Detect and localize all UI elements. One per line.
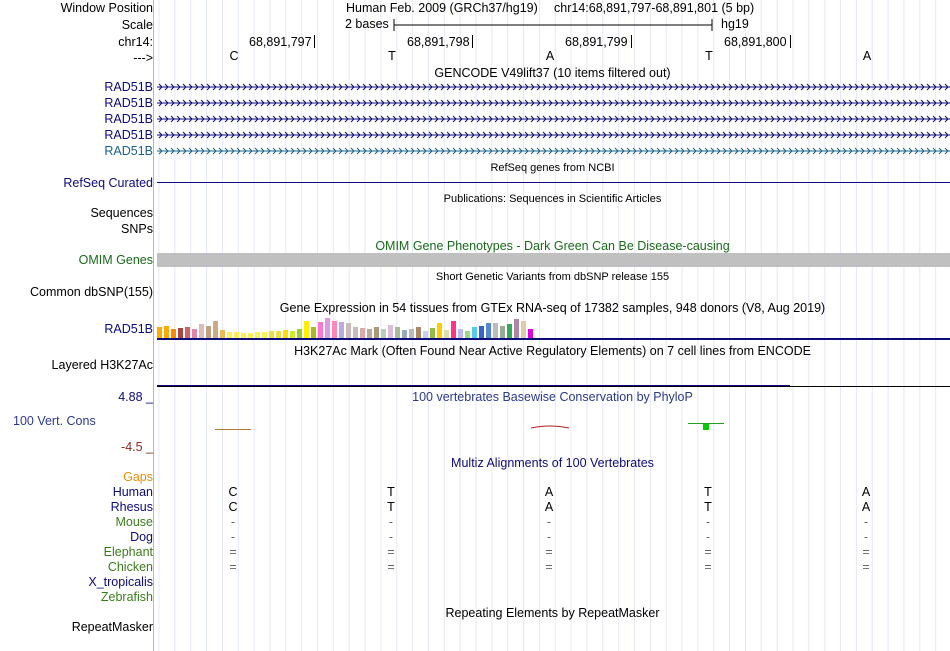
- h3k27ac-label[interactable]: Layered H3K27Ac: [51, 358, 153, 372]
- gtex-tissue-bar[interactable]: [276, 331, 281, 338]
- alignment-base: -: [230, 515, 236, 529]
- gtex-tissue-bar[interactable]: [451, 321, 456, 338]
- gtex-tissue-bar[interactable]: [486, 323, 491, 338]
- label-divider: [153, 0, 154, 651]
- gtex-tissue-bar[interactable]: [178, 328, 183, 338]
- gtex-tissue-bar[interactable]: [493, 323, 498, 338]
- dbsnp-track-title[interactable]: Short Genetic Variants from dbSNP release 155: [435, 271, 670, 283]
- gtex-tissue-bar[interactable]: [374, 327, 379, 338]
- gtex-tissue-bar[interactable]: [395, 327, 400, 338]
- gtex-tissue-bar[interactable]: [346, 323, 351, 338]
- gencode-transcript[interactable]: [157, 130, 950, 140]
- refseq-track-title[interactable]: RefSeq genes from NCBI: [490, 162, 615, 174]
- tick-mark: [631, 35, 632, 48]
- tick-mark: [472, 35, 473, 48]
- assembly-text: Human Feb. 2009 (GRCh37/hg19): [346, 1, 538, 15]
- gtex-tissue-bar[interactable]: [297, 329, 302, 338]
- gtex-tissue-bar[interactable]: [304, 321, 309, 338]
- tick-mark: [314, 35, 315, 48]
- species-label[interactable]: Rhesus: [110, 500, 153, 514]
- gtex-tissue-bar[interactable]: [220, 330, 225, 338]
- gencode-transcript[interactable]: [157, 82, 950, 92]
- alignment-base: =: [545, 560, 553, 574]
- gtex-tissue-bar[interactable]: [311, 327, 316, 338]
- base-letter: T: [388, 49, 396, 63]
- alignment-base: T: [704, 500, 712, 514]
- gtex-tissue-bar[interactable]: [318, 322, 323, 338]
- gencode-gene-label[interactable]: RAD51B: [104, 96, 153, 110]
- gencode-transcript[interactable]: [157, 114, 950, 124]
- gtex-tissue-bar[interactable]: [283, 330, 288, 338]
- position-text: chr14:68,891,797-68,891,801 (5 bp): [554, 1, 755, 15]
- phylop-max-label: 4.88 _: [118, 390, 153, 404]
- alignment-base: -: [546, 530, 552, 544]
- gencode-gene-label[interactable]: RAD51B: [104, 144, 153, 158]
- gtex-tissue-bar[interactable]: [507, 324, 512, 338]
- alignment-base: T: [387, 500, 395, 514]
- gtex-tissue-bar[interactable]: [444, 330, 449, 338]
- tick-mark: [790, 35, 791, 48]
- gtex-tissue-bar[interactable]: [402, 330, 407, 338]
- tick-label-1: 68,891,797: [249, 35, 312, 49]
- gencode-track-title[interactable]: GENCODE V49lift37 (10 items filtered out): [434, 66, 671, 80]
- alignment-base: A: [544, 485, 554, 499]
- gtex-tissue-bar[interactable]: [171, 329, 176, 338]
- alignment-base: -: [546, 515, 552, 529]
- publications-track-title[interactable]: Publications: Sequences in Scientific Articles: [443, 193, 662, 205]
- dbsnp-label[interactable]: Common dbSNP(155): [30, 285, 153, 299]
- gtex-tissue-bar[interactable]: [157, 327, 162, 338]
- gencode-gene-label[interactable]: RAD51B: [104, 128, 153, 142]
- phylop-min-label: -4.5 _: [121, 440, 153, 454]
- gtex-tissue-bar[interactable]: [360, 328, 365, 338]
- phylop-signal: [530, 424, 570, 432]
- gencode-gene-label[interactable]: RAD51B: [104, 112, 153, 126]
- gtex-tissue-bar[interactable]: [381, 329, 386, 338]
- omim-track-title[interactable]: OMIM Gene Phenotypes - Dark Green Can Be Disease-causing: [375, 239, 730, 253]
- phylop-signal: [703, 424, 709, 430]
- scale-label: Scale: [121, 18, 153, 32]
- alignment-base: C: [228, 500, 238, 514]
- gtex-tissue-bar[interactable]: [479, 326, 484, 338]
- alignment-base: -: [388, 515, 394, 529]
- scale-db: hg19: [721, 17, 749, 31]
- alignment-base: -: [863, 515, 869, 529]
- strand-label: --->: [133, 51, 153, 65]
- gaps-label[interactable]: Gaps: [123, 470, 153, 484]
- gtex-tissue-bar[interactable]: [269, 331, 274, 338]
- phylop-track-title[interactable]: 100 vertebrates Basewise Conservation by PhyloP: [412, 390, 693, 404]
- alignment-base: -: [230, 530, 236, 544]
- gtex-tissue-bar[interactable]: [500, 326, 505, 338]
- chrom-label: chr14:: [118, 35, 153, 49]
- multiz-track-title[interactable]: Multiz Alignments of 100 Vertebrates: [451, 456, 654, 470]
- gencode-transcript[interactable]: [157, 98, 950, 108]
- sequences-label[interactable]: Sequences: [90, 206, 153, 220]
- gtex-baseline: [157, 338, 950, 340]
- alignment-base: =: [229, 545, 237, 559]
- species-label[interactable]: Elephant: [103, 545, 153, 559]
- scale-text: 2 bases: [345, 17, 389, 31]
- alignment-base: =: [545, 545, 553, 559]
- alignment-base: -: [388, 530, 394, 544]
- gtex-tissue-bar[interactable]: [206, 326, 211, 338]
- gtex-tissue-bar[interactable]: [332, 321, 337, 338]
- species-label[interactable]: Mouse: [115, 515, 153, 529]
- gtex-gene-label[interactable]: RAD51B: [104, 322, 153, 336]
- alignment-base: C: [228, 485, 238, 499]
- omim-label[interactable]: OMIM Genes: [78, 253, 153, 267]
- base-letter: C: [229, 49, 239, 63]
- h3k27ac-signal: [157, 385, 790, 386]
- gtex-tissue-bar[interactable]: [192, 329, 197, 338]
- alignment-base: A: [861, 500, 871, 514]
- refseq-label[interactable]: RefSeq Curated: [63, 176, 153, 190]
- gtex-tissue-bar[interactable]: [353, 327, 358, 338]
- gtex-tissue-bar[interactable]: [325, 318, 330, 338]
- omim-gene-block[interactable]: [157, 253, 950, 267]
- gtex-tissue-bar[interactable]: [409, 329, 414, 338]
- refseq-transcript[interactable]: [157, 182, 950, 183]
- alignment-base: =: [704, 560, 712, 574]
- gtex-tissue-bar[interactable]: [437, 323, 442, 338]
- gtex-tissue-bar[interactable]: [472, 327, 477, 338]
- gtex-tissue-bar[interactable]: [416, 327, 421, 338]
- tick-label-2: 68,891,798: [407, 35, 470, 49]
- alignment-base: -: [705, 530, 711, 544]
- alignment-base: =: [387, 545, 395, 559]
- phylop-label[interactable]: 100 Vert. Cons: [13, 414, 96, 428]
- species-label[interactable]: Dog: [130, 530, 153, 544]
- gtex-tissue-bar[interactable]: [521, 321, 526, 338]
- species-label[interactable]: Chicken: [107, 560, 153, 574]
- gtex-tissue-bar[interactable]: [430, 328, 435, 338]
- gtex-tissue-bar[interactable]: [423, 331, 428, 338]
- gtex-tissue-bar[interactable]: [164, 326, 169, 338]
- alignment-base: T: [704, 485, 712, 499]
- gtex-tissue-bar[interactable]: [388, 325, 393, 338]
- gtex-tissue-bar[interactable]: [213, 321, 218, 338]
- tick-label-3: 68,891,799: [565, 35, 628, 49]
- alignment-base: =: [704, 545, 712, 559]
- gtex-tissue-bar[interactable]: [339, 322, 344, 338]
- alignment-base: =: [862, 545, 870, 559]
- species-label[interactable]: Human: [112, 485, 153, 499]
- alignment-base: T: [387, 485, 395, 499]
- base-letter: A: [862, 49, 872, 63]
- alignment-base: A: [544, 500, 554, 514]
- base-letter: A: [545, 49, 555, 63]
- gtex-tissue-bar[interactable]: [290, 331, 295, 338]
- repeatmasker-track-title[interactable]: Repeating Elements by RepeatMasker: [445, 606, 660, 620]
- alignment-base: -: [863, 530, 869, 544]
- gencode-gene-label[interactable]: RAD51B: [104, 80, 153, 94]
- snps-label[interactable]: SNPs: [121, 222, 153, 236]
- alignment-base: A: [861, 485, 871, 499]
- alignment-base: =: [387, 560, 395, 574]
- gtex-tissue-bar[interactable]: [514, 319, 519, 338]
- gtex-track-title[interactable]: Gene Expression in 54 tissues from GTEx RNA-seq of 17382 samples, 948 donors (V8, Aug 2019): [279, 301, 826, 315]
- tick-label-4: 68,891,800: [724, 35, 787, 49]
- h3k27ac-baseline: [157, 386, 950, 387]
- gtex-bar-chart[interactable]: [157, 318, 950, 338]
- gtex-tissue-bar[interactable]: [199, 324, 204, 338]
- gtex-tissue-bar[interactable]: [528, 329, 533, 338]
- species-label[interactable]: X_tropicalis: [88, 575, 153, 589]
- repeatmasker-label[interactable]: RepeatMasker: [71, 620, 153, 634]
- alignment-base: -: [705, 515, 711, 529]
- gencode-transcript[interactable]: [157, 146, 950, 156]
- gtex-tissue-bar[interactable]: [185, 327, 190, 338]
- gtex-tissue-bar[interactable]: [465, 331, 470, 338]
- gtex-tissue-bar[interactable]: [458, 329, 463, 338]
- scale-bar: [393, 17, 713, 33]
- alignment-base: =: [862, 560, 870, 574]
- gtex-tissue-bar[interactable]: [367, 329, 372, 338]
- species-label[interactable]: Zebrafish: [100, 590, 153, 604]
- alignment-base: =: [229, 560, 237, 574]
- phylop-signal: [215, 429, 251, 430]
- h3k27ac-track-title[interactable]: H3K27Ac Mark (Often Found Near Active Regulatory Elements) on 7 cell lines from ENCODE: [294, 344, 811, 358]
- base-letter: T: [705, 49, 713, 63]
- window-position-label: Window Position: [60, 1, 153, 15]
